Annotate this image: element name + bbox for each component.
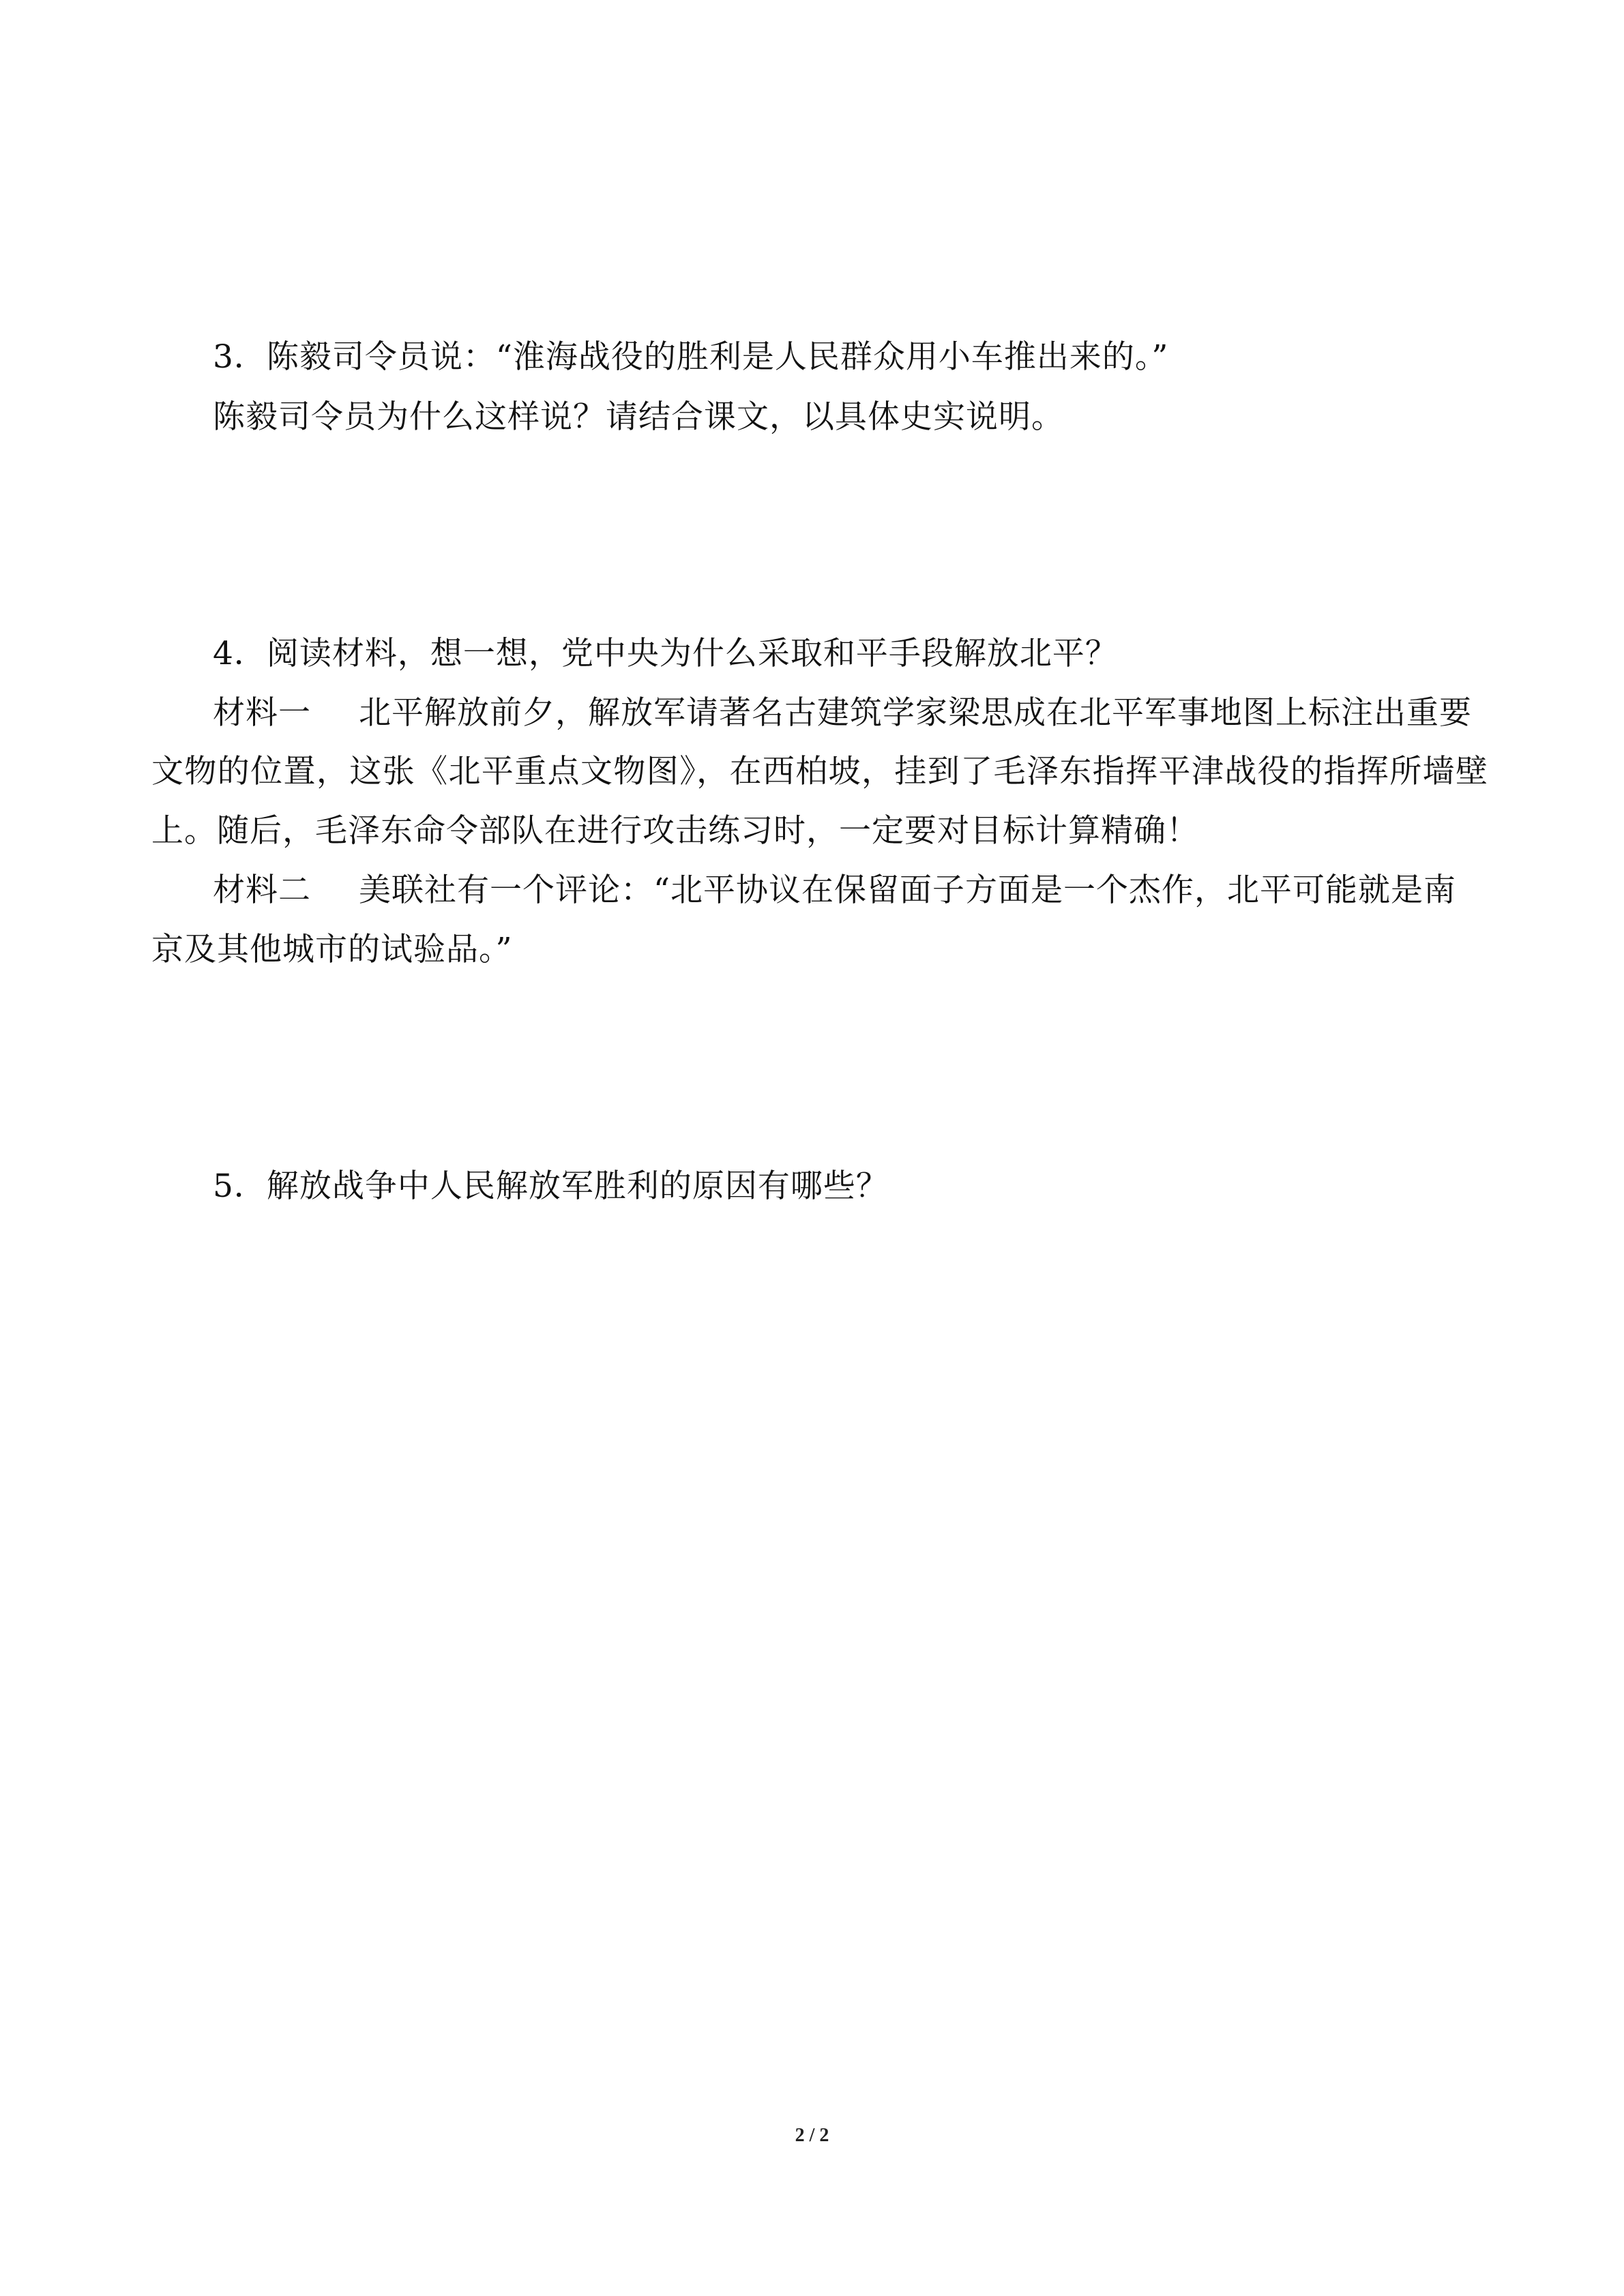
- material-1-line-3: 上。随后，毛泽东命令部队在进行攻击练习时，一定要对目标计算精确！: [151, 812, 1199, 850]
- material-2-line-2: 京及其他城市的试验品。”: [151, 931, 513, 968]
- material-2-first-line: [213, 870, 1550, 911]
- material-1-text: 北平解放前夕，解放军请著名古建筑学家梁思成在北平军事地图上标注出重要: [359, 694, 1472, 732]
- question-3-text: 3．陈毅司令员说：“淮海战役的胜利是人民群众用小车推出来的。”: [213, 338, 1169, 376]
- material-1-line-2: 文物的位置，这张《北平重点文物图》，在西柏坡，挂到了毛泽东指挥平津战役的指挥所墙壁: [151, 753, 1488, 790]
- material-2-text: 美联社有一个评论：“北平协议在保留面子方面是一个杰作，北平可能就是南: [359, 871, 1457, 909]
- question-4-prompt: 4．阅读材料，想一想，党中央为什么采取和平手段解放北平？: [213, 635, 1118, 672]
- material-2-label: 材料二: [213, 871, 311, 909]
- question-5-prompt: 5．解放战争中人民解放军胜利的原因有哪些？: [213, 1167, 889, 1205]
- material-1-first-line: [213, 693, 1550, 734]
- question-3-prompt: 陈毅司令员为什么这样说？请结合课文，以具体史实说明。: [213, 398, 1064, 436]
- material-1-label: 材料一: [213, 694, 311, 732]
- page-number: 2 / 2: [795, 2125, 829, 2146]
